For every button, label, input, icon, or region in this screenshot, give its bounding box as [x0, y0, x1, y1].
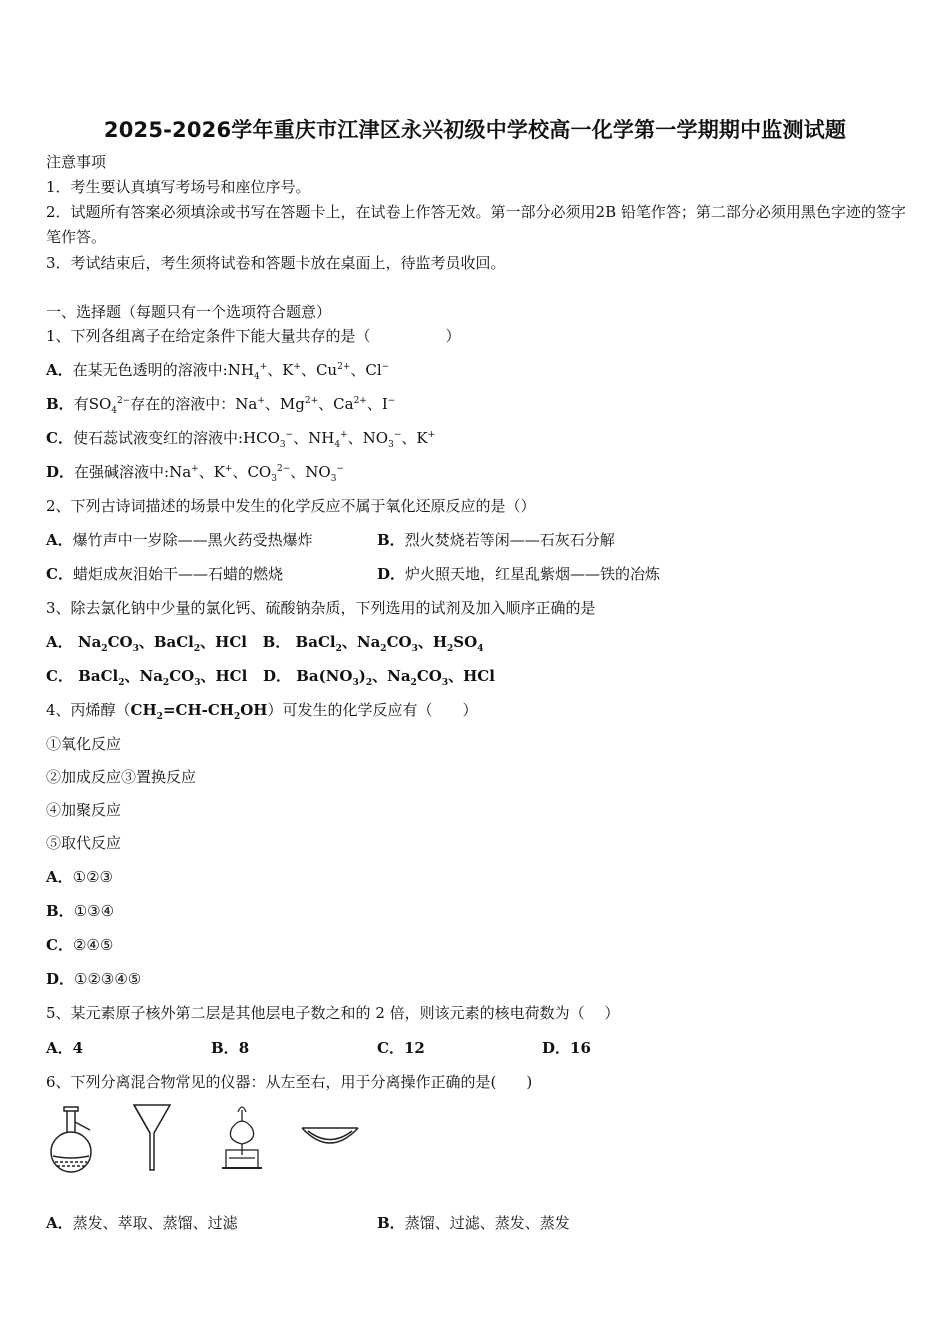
q4-option-a: A．①②③	[46, 868, 113, 886]
notice-item-3: 3．考试结束后，考生须将试卷和答题卡放在桌面上，待监考员收回。	[46, 254, 506, 272]
separatory-funnel-icon	[222, 1107, 262, 1168]
q4-item-2: ②加成反应③置换反应	[46, 768, 197, 786]
q1-option-b: B．有$SO_4^{2-}$存在的溶液中：Na+、$Mg^{2+}$、$Ca^{2+}$、I−	[46, 395, 396, 416]
q3-option-c: C． BaCl$_2$、$Na_2CO_3$、HCl	[46, 667, 248, 688]
notice-item-1: 1．考生要认真填写考场号和座位序号。	[46, 178, 311, 196]
q2-option-b: B．烈火焚烧若等闲——石灰石分解	[377, 531, 615, 549]
funnel-icon	[134, 1105, 170, 1170]
q2-option-d: D．炉火照天地，红星乱紫烟——铁的冶炼	[377, 565, 661, 583]
q5-option-c: C．12	[377, 1039, 425, 1057]
distillation-flask-icon	[51, 1107, 91, 1172]
q6-options	[46, 1213, 906, 1233]
apparatus-svg	[46, 1100, 376, 1180]
q5-stem: 5、某元素原子核外第二层是其他层电子数之和的 2 倍，则该元素的核电荷数为（ ）	[46, 1004, 620, 1022]
q5-option-a: A．4	[46, 1039, 84, 1057]
q4-item-3: ④加聚反应	[46, 801, 122, 819]
q4-item-4: ⑤取代反应	[46, 834, 122, 852]
q3-option-d: D． $Ba(NO_3)_2$、$Na_2CO_3$、HCl	[262, 667, 495, 688]
q5-option-b: B．8	[211, 1039, 250, 1057]
q4-item-1: ①氧化反应	[46, 735, 122, 753]
q3-stem: 3、除去氯化钠中少量的氯化钙、硫酸钠杂质，下列选用的试剂及加入顺序正确的是	[46, 599, 596, 617]
q4-option-d: D．①②③④⑤	[46, 970, 142, 988]
q4-option-c: C．②④⑤	[46, 936, 114, 954]
q1-stem: 1、下列各组离子在给定条件下能大量共存的是（ ）	[46, 327, 461, 345]
q2-options-row1	[46, 530, 906, 550]
page-title: 2025-2026学年重庆市江津区永兴初级中学校高一化学第一学期期中监测试题	[103, 118, 847, 142]
q6-stem: 6、下列分离混合物常见的仪器：从左至右，用于分离操作正确的是( )	[46, 1073, 533, 1091]
notice-item-2: 2．试题所有答案必须填涂或书写在答题卡上，在试卷上作答无效。第一部分必须用2B 铅笔作答；第二部分必须用黑色字迹的签字笔作答。	[46, 203, 906, 246]
q3-options-row1	[46, 632, 483, 652]
notice-heading: 注意事项	[46, 153, 107, 171]
q2-stem: 2、下列古诗词描述的场景中发生的化学反应不属于氧化还原反应的是（）	[46, 497, 536, 515]
section-heading: 一、选择题（每题只有一个选项符合题意）	[46, 303, 332, 321]
q3-option-b: B． BaCl$_2$、$Na_2CO_3$、$H_2SO_4$	[262, 633, 484, 654]
q5-option-d: D．16	[542, 1039, 591, 1057]
q4-stem: 4、丙烯醇$(CH_2=CH-CH_2OH)$可发生的化学反应有（ ）	[46, 701, 478, 722]
q1-option-c: C．使石蕊试液变红的溶液中$:HCO_3^-$、$NH_4^+$、$NO_3^-$、K+	[46, 429, 436, 450]
q2-options-row2	[46, 564, 906, 584]
q4-option-b: B．①③④	[46, 902, 115, 920]
q6-option-b: B．蒸馏、过滤、蒸发、蒸发	[377, 1214, 570, 1232]
q3-option-a: A． $Na_2CO_3$、BaCl$_2$、HCl	[46, 633, 247, 654]
q3-options-row2	[46, 666, 495, 686]
evaporating-dish-icon	[302, 1128, 358, 1143]
q2-option-c: C．蜡炬成灰泪始干——石蜡的燃烧	[46, 565, 283, 583]
q6-apparatus-figure	[46, 1100, 376, 1180]
q2-option-a: A．爆竹声中一岁除——黑火药受热爆炸	[46, 531, 313, 549]
q1-option-d: D．在强碱溶液中:Na+、K+、$CO_3^{2-}$、$NO_3^-$	[46, 463, 344, 484]
q1-option-a: A．在某无色透明的溶液中$:NH_4^+$、K+、$Cu^{2+}$、Cl−	[46, 361, 390, 382]
q6-option-a: A．蒸发、萃取、蒸馏、过滤	[46, 1214, 238, 1232]
